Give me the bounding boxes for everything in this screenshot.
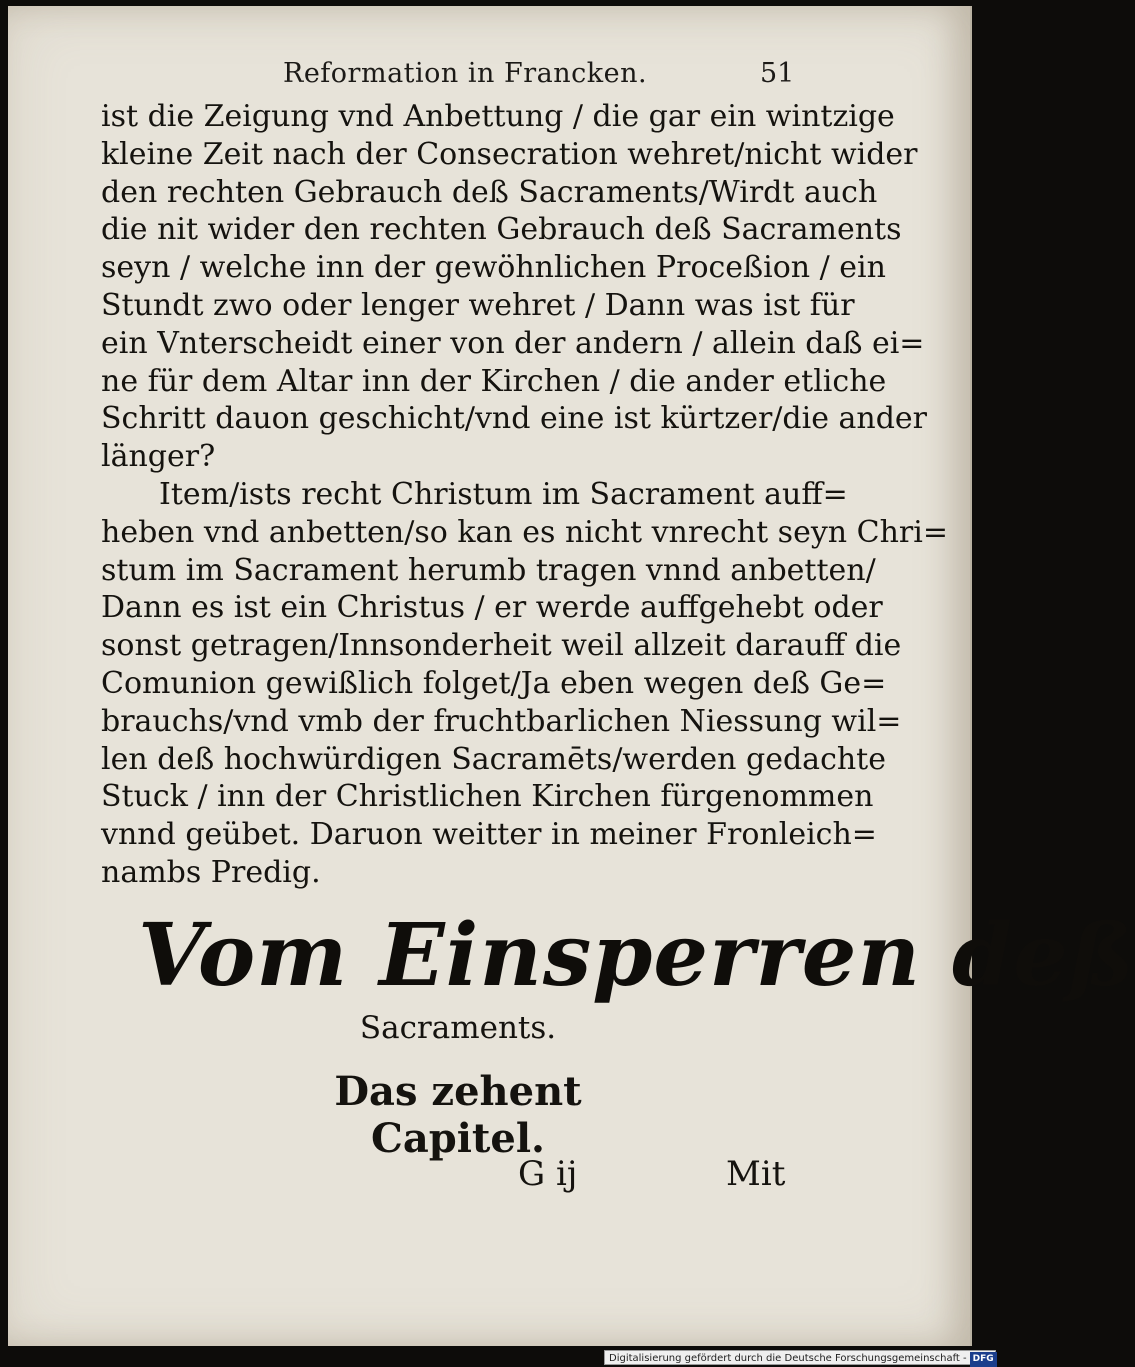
text-line: die nit wider den rechten Gebrauch deß Sacraments (101, 212, 902, 248)
text-line: stum im Sacrament herumb tragen vnnd anbetten/ (101, 552, 876, 588)
text-line: länger? (101, 439, 216, 475)
digitization-footer (604, 1350, 996, 1365)
running-head (8, 58, 970, 98)
text-line: Dann es ist ein Christus / er werde auffgehebt oder (101, 590, 883, 626)
text-line: ein Vnterscheidt einer von der andern / allein daß ei= (101, 325, 925, 361)
signature-mark: G ij (518, 1154, 578, 1194)
text-line: ist die Zeigung vnd Anbettung / die gar ein wintzige (101, 99, 895, 134)
catchword: Mit (726, 1154, 786, 1194)
footer-text: Digitalisierung gefördert durch die Deutsche Forschungsgemeinschaft - (609, 1353, 967, 1364)
text-line: ne für dem Altar inn der Kirchen / die ander etliche (101, 363, 887, 399)
text-line: Schritt dauon geschicht/vnd eine ist kürtzer/die ander (101, 401, 927, 437)
text-line: brauchs/vnd vmb der fruchtbarlichen Niessung wil= (101, 703, 902, 739)
text-line: len deß hochwürdigen Sacramēts/werden gedachte (101, 741, 886, 777)
text-line: den rechten Gebrauch deß Sacraments/Wirdt auch (101, 174, 878, 210)
dfg-logo: DFG (970, 1352, 997, 1367)
text-line: heben vnd anbetten/so kan es nicht vnrecht seyn Chri= (101, 514, 948, 550)
text-line: vnnd geübet. Daruon weitter in meiner Fronleich= (101, 817, 877, 853)
text-line: Stundt zwo oder lenger wehret / Dann was ist für (101, 287, 855, 323)
text-line: nambs Predig. (101, 854, 321, 890)
text-line: sonst getragen/Innsonderheit weil allzeit darauff die (101, 628, 902, 664)
running-head-title: Reformation in Francken. (283, 58, 648, 89)
text-line: Comunion gewißlich folget/Ja eben wegen deß Ge= (101, 665, 887, 701)
text-line: Item/ists recht Christum im Sacrament auff= (159, 476, 848, 512)
text-line: kleine Zeit nach der Consecration wehret/nicht wider (101, 136, 918, 172)
chapter-title: Vom Einsperren deß (138, 905, 1135, 1006)
body-text (101, 98, 948, 892)
page-number: 51 (760, 58, 795, 89)
chapter-subtitle: Sacraments. (359, 1010, 557, 1046)
text-line: seyn / welche inn der gewöhnlichen Proceßion / ein (101, 250, 886, 286)
text-line: Stuck / inn der Christlichen Kirchen fürgenommen (101, 779, 874, 815)
book-page (8, 6, 1135, 1346)
chapter-number: Das zehent Capitel. (334, 1068, 582, 1162)
